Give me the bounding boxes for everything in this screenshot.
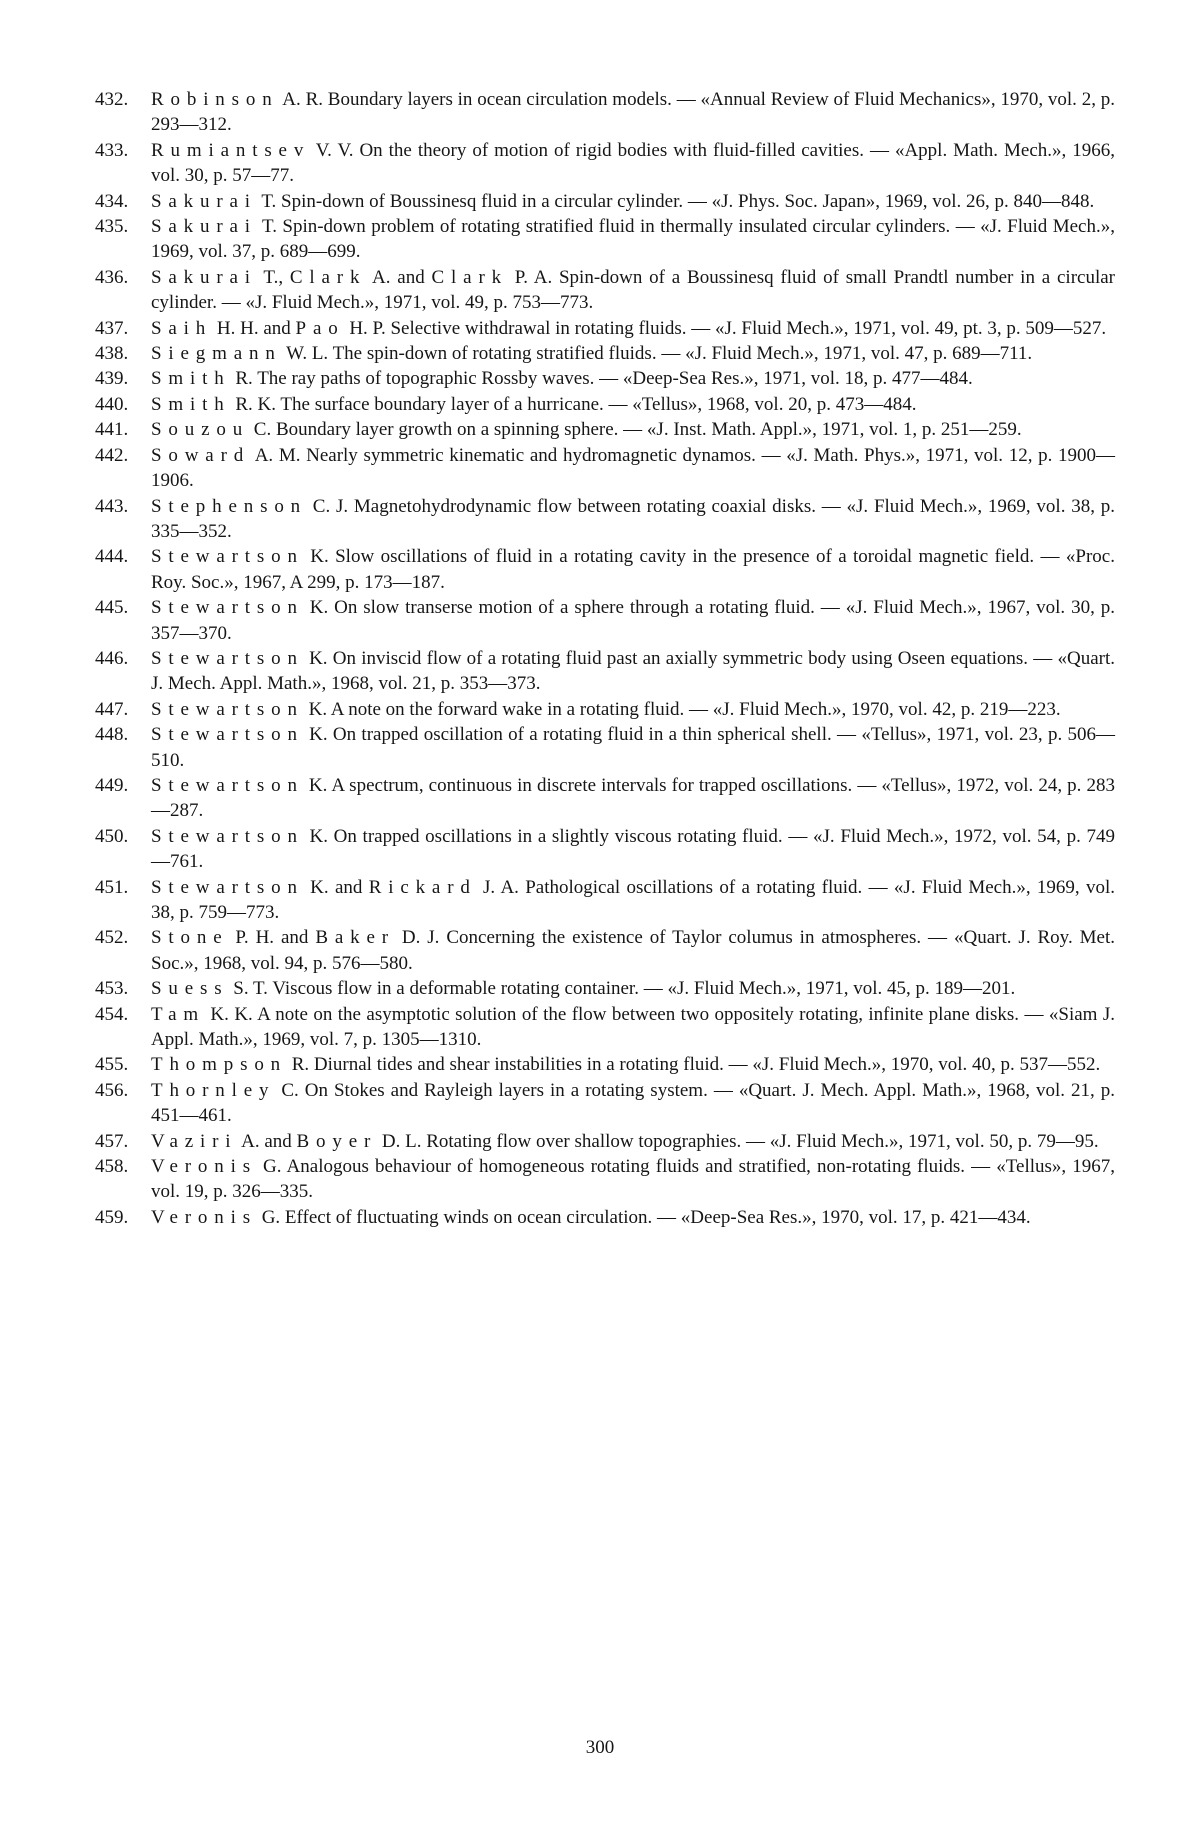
reference-text [151,976,1115,1001]
reference-body: A. M. Nearly symmetric kinematic and hydromagnetic dynamos. — «J. Math. Phys.», 1971, vol. 12, p. 1900—1906. [151,444,1115,492]
reference-entry [95,87,1115,138]
author-name: Pao [295,317,345,339]
reference-entry [95,697,1115,722]
reference-text [151,824,1115,875]
reference-number: 432. [95,89,129,110]
author-name: Stewartson [151,876,304,898]
author-name: Rickard [368,876,477,898]
reference-number: 454. [95,1003,129,1025]
reference-body: H. H. and [212,317,296,339]
reference-text [151,341,1115,366]
author-name: Thornley [151,1079,276,1101]
reference-body: C. On Stokes and Rayleigh layers in a rotating system. — «Quart. J. Mech. Appl. Math.», 1968, vol. 21, p. 451—461. [151,1079,1115,1127]
author-name: Boyer [296,1130,378,1152]
author-name: Clark [431,266,508,288]
reference-text [151,316,1115,341]
author-name: Souzou [151,419,250,441]
reference-text [151,595,1115,646]
reference-entry [95,1078,1115,1129]
reference-text [151,1205,1115,1230]
author-name: Stewartson [151,597,304,619]
author-name: Vaziri [151,1130,238,1152]
reference-body: C. Boundary layer growth on a spinning sphere. — «J. Inst. Math. Appl.», 1971, vol. 1, p. 251—259. [249,419,1022,441]
reference-number: 452. [95,927,129,949]
reference-body: K. On inviscid flow of a rotating fluid past an axially symmetric body using Oseen equations. — «Quart. J. Mech. Appl. Math.», 1968, vol. 21, p. 353—373. [151,647,1115,695]
reference-text [151,544,1115,595]
reference-body: T. Spin-down of Boussinesq fluid in a circular cylinder. — «J. Phys. Soc. Japan», 1969, vol. 26, p. 840—848. [256,190,1095,212]
reference-body: K. and [303,876,369,898]
author-name: Soward [151,444,251,466]
reference-number: 444. [95,546,129,568]
reference-entry [95,392,1115,417]
author-name: Thompson [151,1054,287,1076]
reference-body: K. K. A note on the asymptotic solution of the flow between two oppositely rotating, infinite plane disks. — «Siam J. Appl. Math.», 1969, vol. 7, p. 1305—1310. [151,1003,1115,1051]
author-name: Smith [151,393,231,415]
reference-entry [95,1002,1115,1053]
author-name: Stone [151,927,229,949]
reference-body: G. Effect of fluctuating winds on ocean circulation. — «Deep-Sea Res.», 1970, vol. 17, p. 421—434. [256,1206,1031,1228]
author-name: Smith [151,368,231,390]
reference-text [151,87,1115,138]
reference-entry [95,417,1115,442]
reference-entry [95,316,1115,341]
reference-body: P. H. and [228,927,316,949]
author-name: Stephenson [151,495,308,517]
reference-entry [95,443,1115,494]
reference-number: 446. [95,647,129,669]
author-name: Suess [151,978,229,1000]
reference-number: 436. [95,266,129,288]
reference-text [151,138,1115,189]
reference-entry [95,214,1115,265]
reference-number: 433. [95,139,129,161]
reference-text [151,417,1115,442]
author-name: Sakurai [151,266,257,288]
reference-body: T. Spin-down problem of rotating stratified fluid in thermally insulated circular cylinders. — «J. Fluid Mech.», 1969, vol. 37, p. 689—699. [151,216,1115,263]
reference-body: A. R. Boundary layers in ocean circulation models. — «Annual Review of Fluid Mechanics», 1970, vol. 2, p. 293—312. [151,89,1115,136]
reference-entry [95,138,1115,189]
reference-text [151,189,1115,214]
author-name: Clark [289,266,367,288]
reference-entry [95,875,1115,926]
reference-number: 440. [95,393,129,415]
reference-entry [95,544,1115,595]
reference-body: K. On trapped oscillations in a slightly viscous rotating fluid. — «J. Fluid Mech.», 1972, vol. 54, p. 749—761. [151,825,1115,873]
reference-entry [95,773,1115,824]
reference-body: H. P. Selective withdrawal in rotating fluids. — «J. Fluid Mech.», 1971, vol. 49, pt. 3, p. 509—527. [344,317,1107,339]
reference-text [151,646,1115,697]
author-name: Sakurai [151,190,257,212]
author-name: Rumiantsev [151,139,311,161]
reference-entry [95,1205,1115,1230]
reference-entry [95,722,1115,773]
reference-text [151,494,1115,545]
reference-number: 453. [95,978,129,1000]
reference-number: 434. [95,190,129,212]
reference-number: 449. [95,774,129,796]
reference-number: 451. [95,876,129,898]
reference-number: 443. [95,495,129,517]
reference-text [151,392,1115,417]
reference-body: R. The ray paths of topographic Rossby waves. — «Deep-Sea Res.», 1971, vol. 18, p. 477—484. [230,368,973,390]
page-number: 300 [585,1737,615,1758]
reference-entry [95,366,1115,391]
reference-number: 437. [95,317,129,339]
reference-text [151,773,1115,824]
reference-text [151,1129,1115,1154]
author-name: Tam [151,1003,206,1025]
reference-body: T., [256,266,290,288]
author-name: Stewartson [151,774,304,796]
reference-text [151,722,1115,773]
reference-text [151,443,1115,494]
reference-entry [95,1052,1115,1077]
reference-text [151,265,1115,316]
author-name: Sakurai [151,216,257,238]
reference-text [151,366,1115,391]
reference-entry [95,265,1115,316]
reference-body: V. V. On the theory of motion of rigid bodies with fluid-filled cavities. — «Appl. Math. Mech.», 1966, vol. 30, p. 57—77. [151,139,1115,187]
reference-number: 439. [95,368,129,390]
reference-number: 457. [95,1130,129,1152]
author-name: Baker [315,927,395,949]
author-name: Veronis [151,1156,257,1178]
reference-body: J. A. Pathological oscillations of a rotating fluid. — «J. Fluid Mech.», 1969, vol. 38, p. 759—773. [151,876,1115,923]
reference-entry [95,646,1115,697]
reference-entry [95,824,1115,875]
reference-number: 441. [95,419,129,441]
reference-number: 456. [95,1079,129,1101]
reference-body: K. On trapped oscillation of a rotating fluid in a thin spherical shell. — «Tellus», 1971, vol. 23, p. 506—510. [151,724,1115,771]
reference-body: K. On slow transerse motion of a sphere through a rotating fluid. — «J. Fluid Mech.», 1967, vol. 30, p. 357—370. [151,597,1115,644]
author-name: Saih [151,317,213,339]
reference-number: 445. [95,597,129,619]
reference-body: S. T. Viscous flow in a deformable rotating container. — «J. Fluid Mech.», 1971, vol. 45, p. 189—201. [228,978,1016,1000]
reference-entry [95,595,1115,646]
author-name: Stewartson [151,698,304,720]
author-name: Veronis [151,1206,257,1228]
author-name: Stewartson [151,546,304,568]
reference-entry [95,976,1115,1001]
reference-number: 447. [95,698,129,720]
reference-body: D. L. Rotating flow over shallow topographies. — «J. Fluid Mech.», 1971, vol. 50, p. 79—95. [377,1130,1099,1152]
reference-number: 459. [95,1206,129,1228]
reference-body: D. J. Concerning the existence of Taylor columus in atmospheres. — «Quart. J. Roy. Met. Soc.», 1968, vol. 94, p. 576—580. [151,927,1115,974]
reference-number: 455. [95,1054,129,1076]
reference-entry [95,1154,1115,1205]
reference-body: R. Diurnal tides and shear instabilities in a rotating fluid. — «J. Fluid Mech.», 1970, vol. 40, p. 537—552. [287,1054,1101,1076]
reference-entry [95,341,1115,366]
reference-text [151,1078,1115,1129]
reference-entry [95,1129,1115,1154]
reference-number: 438. [95,343,129,365]
reference-body: C. J. Magnetohydrodynamic flow between rotating coaxial disks. — «J. Fluid Mech.», 1969, vol. 38, p. 335—352. [151,495,1115,542]
reference-body: K. A note on the forward wake in a rotating fluid. — «J. Fluid Mech.», 1970, vol. 42, p. 219—223. [303,698,1061,720]
reference-entry [95,494,1115,545]
reference-body: R. K. The surface boundary layer of a hurricane. — «Tellus», 1968, vol. 20, p. 473—484. [230,393,917,415]
reference-entry [95,925,1115,976]
reference-entry [95,189,1115,214]
reference-number: 435. [95,216,129,238]
reference-text [151,214,1115,265]
reference-body: K. A spectrum, continuous in discrete intervals for trapped oscillations. — «Tellus», 1972, vol. 24, p. 283—287. [151,774,1115,822]
reference-text [151,1154,1115,1205]
reference-text [151,1002,1115,1053]
reference-list [95,87,1115,1230]
reference-body: A. and [237,1130,297,1152]
reference-number: 448. [95,724,129,746]
reference-text [151,875,1115,926]
reference-number: 450. [95,825,129,847]
reference-body: A. and [366,266,432,288]
author-name: Robinson [151,89,279,110]
reference-body: P. A. Spin-down of a Boussinesq fluid of small Prandtl number in a circular cylinder. — «J. Fluid Mech.», 1971, vol. 49, p. 753—773. [151,266,1115,314]
author-name: Stewartson [151,825,304,847]
author-name: Stewartson [151,647,304,669]
reference-body: K. Slow oscillations of fluid in a rotating cavity in the presence of a toroidal magnetic field. — «Proc. Roy. Soc.», 1967, A 299, p. 173—187. [151,546,1115,593]
reference-number: 458. [95,1156,129,1178]
reference-text [151,925,1115,976]
reference-body: W. L. The spin-down of rotating stratified fluids. — «J. Fluid Mech.», 1971, vol. 47, p. 689—711. [281,343,1033,365]
author-name: Siegmann [151,343,282,365]
reference-text [151,697,1115,722]
reference-number: 442. [95,444,129,466]
reference-text [151,1052,1115,1077]
reference-body: G. Analogous behaviour of homogeneous rotating fluids and stratified, non-rotating fluids. — «Tellus», 1967, vol. 19, p. 326—335. [151,1156,1115,1203]
author-name: Stewartson [151,724,304,746]
